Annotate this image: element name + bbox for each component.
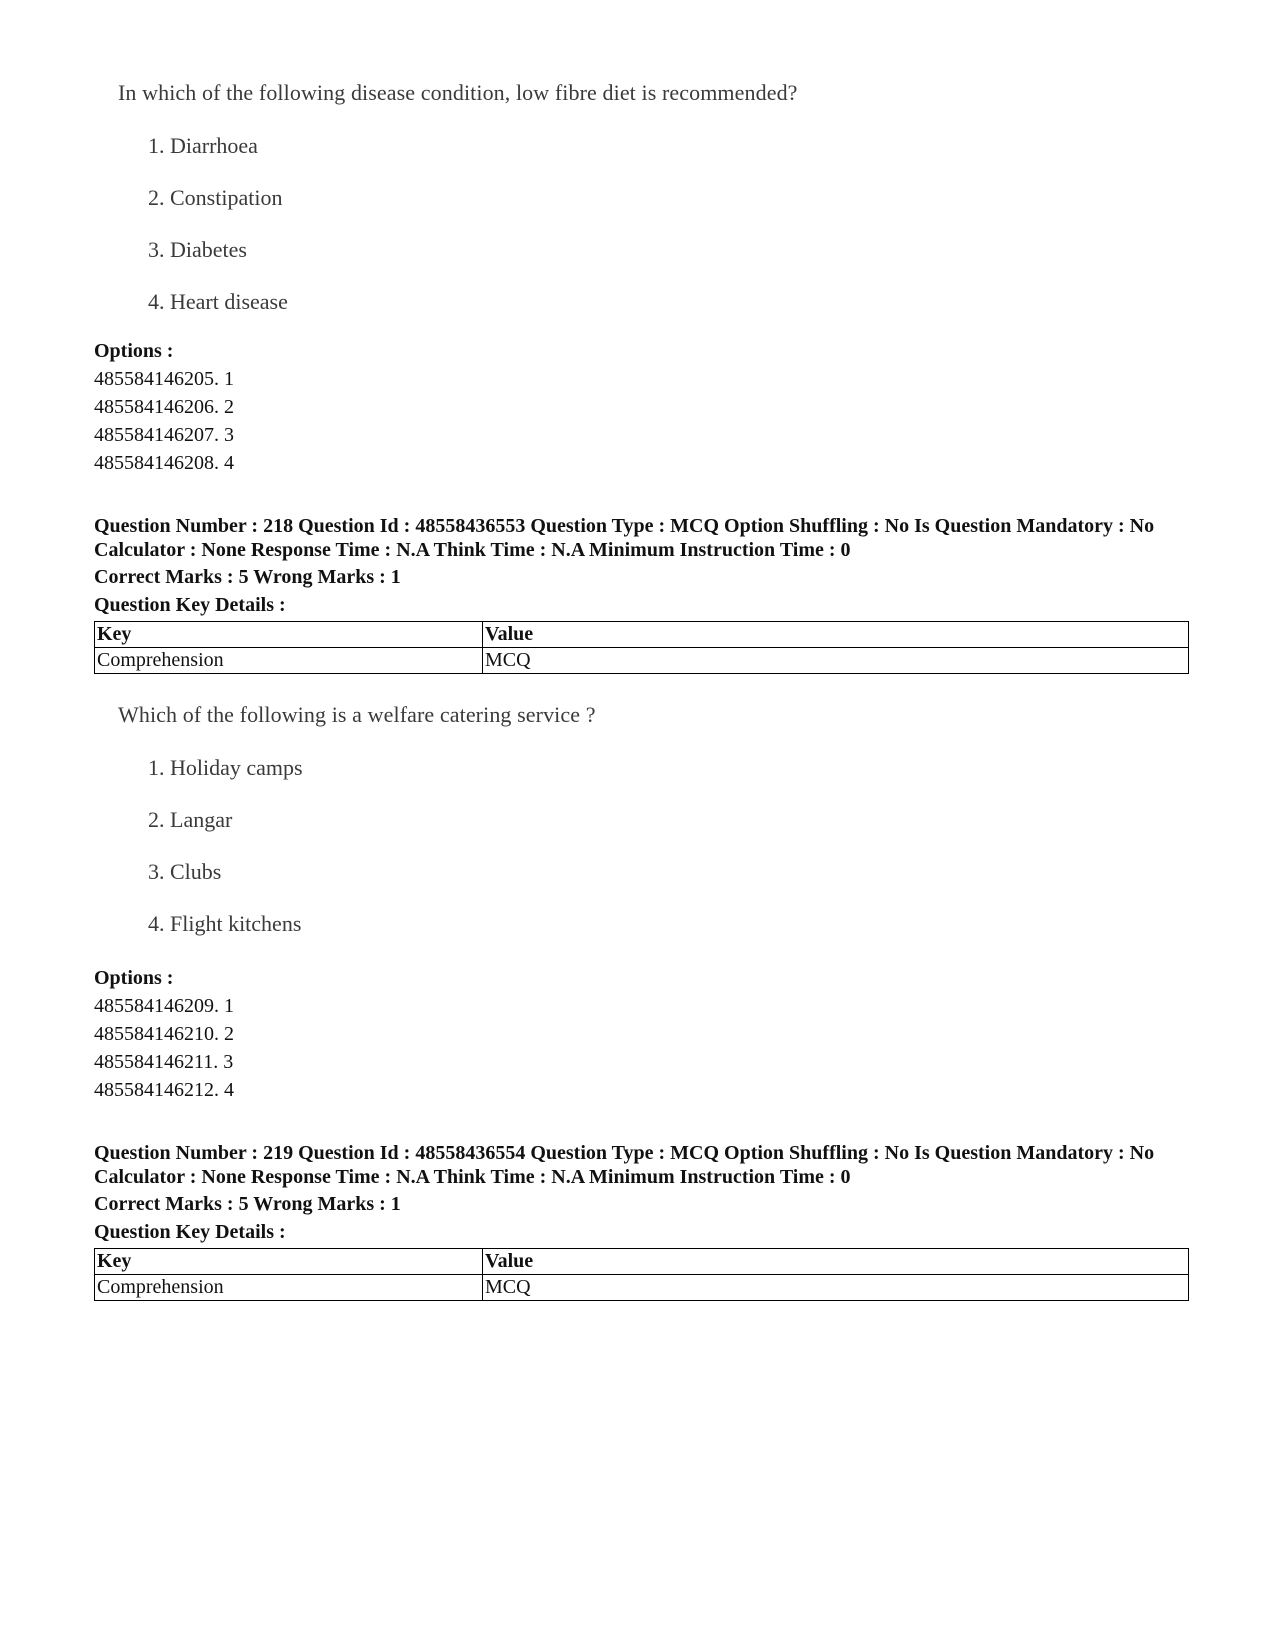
option-id: 485584146206. 2 (94, 396, 234, 418)
key-details-heading: Question Key Details : (94, 1221, 286, 1243)
option-id: 485584146211. 3 (94, 1051, 234, 1073)
option-id: 485584146208. 4 (94, 452, 234, 474)
question-option: 4. Heart disease (148, 289, 288, 314)
marks-line: Correct Marks : 5 Wrong Marks : 1 (94, 1193, 401, 1215)
table-cell-value: MCQ (483, 1275, 1189, 1301)
question-text: Which of the following is a welfare catering service ? (118, 702, 596, 727)
question-meta: Question Number : 219 Question Id : 48558436554 Question Type : MCQ Option Shuffling : No Is Question Mandatory : No Calculator : None Response Time : N.A Think Time : N.A Minimum Instruction Time : 0 (94, 1142, 1155, 1188)
question-option: 2. Langar (148, 807, 233, 832)
marks-line: Correct Marks : 5 Wrong Marks : 1 (94, 566, 401, 588)
table-header-row (95, 622, 1189, 648)
option-id: 485584146212. 4 (94, 1079, 234, 1101)
table-cell-key: Comprehension (95, 648, 483, 674)
table-row (95, 648, 1189, 674)
question-text: In which of the following disease condition, low fibre diet is recommended? (118, 80, 798, 105)
key-details-table (94, 621, 1189, 674)
option-id: 485584146205. 1 (94, 368, 234, 390)
table-header-value: Value (483, 1249, 1189, 1275)
options-heading: Options : (94, 967, 174, 989)
key-details-table (94, 1248, 1189, 1301)
options-heading: Options : (94, 340, 174, 362)
question-option: 1. Holiday camps (148, 755, 303, 780)
option-id: 485584146207. 3 (94, 424, 234, 446)
question-option: 1. Diarrhoea (148, 133, 258, 158)
table-cell-value: MCQ (483, 648, 1189, 674)
table-row (95, 1275, 1189, 1301)
question-option: 3. Clubs (148, 859, 222, 884)
question-option: 4. Flight kitchens (148, 911, 302, 936)
question-option: 2. Constipation (148, 185, 283, 210)
table-header-value: Value (483, 622, 1189, 648)
question-meta: Question Number : 218 Question Id : 48558436553 Question Type : MCQ Option Shuffling : No Is Question Mandatory : No Calculator : None Response Time : N.A Think Time : N.A Minimum Instruction Time : 0 (94, 515, 1155, 561)
table-cell-key: Comprehension (95, 1275, 483, 1301)
table-header-row (95, 1249, 1189, 1275)
table-header-key: Key (95, 622, 483, 648)
question-option: 3. Diabetes (148, 237, 247, 262)
option-id: 485584146210. 2 (94, 1023, 234, 1045)
option-id: 485584146209. 1 (94, 995, 234, 1017)
key-details-heading: Question Key Details : (94, 594, 286, 616)
table-header-key: Key (95, 1249, 483, 1275)
